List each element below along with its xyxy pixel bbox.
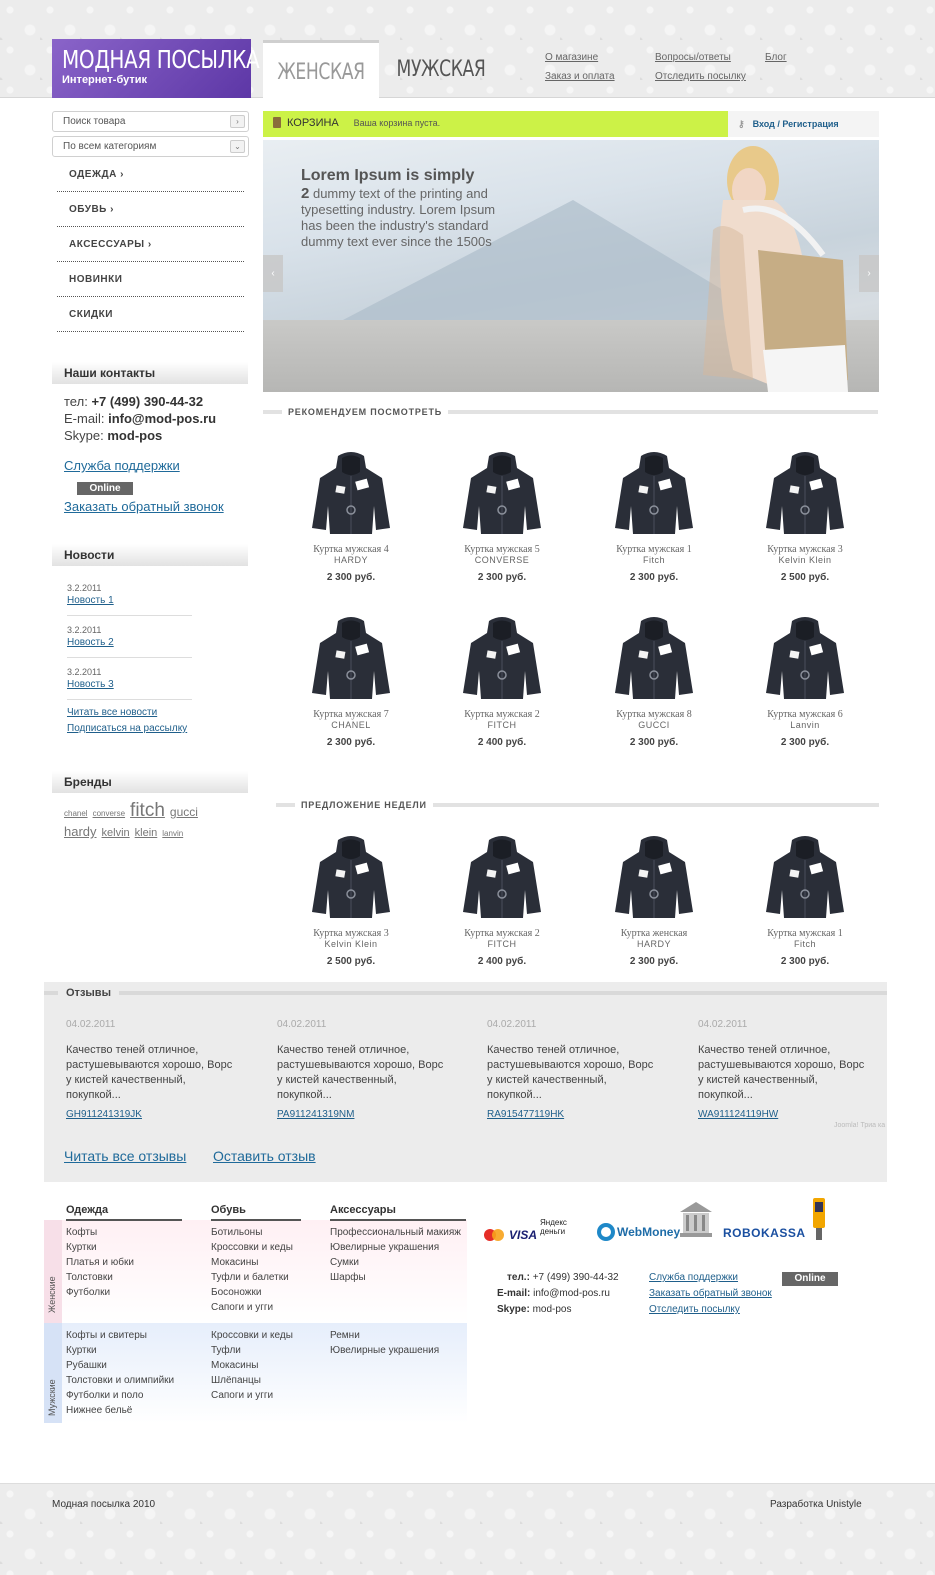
catalog-link[interactable]: Шлёпанцы [211,1375,261,1386]
product-price: 2 300 руб. [629,572,679,583]
search-go-icon[interactable]: › [230,115,245,128]
copyright: Модная посылка 2010 [52,1499,156,1510]
footer-background [0,1483,935,1575]
sidebar-item-label: НОВИНКИ [69,274,123,285]
news-date: 3.2.2011 [67,667,102,677]
catalog-list-women [211,1225,293,1315]
weekly-title: ПРЕДЛОЖЕНИЕ НЕДЕЛИ [295,800,433,810]
product-name[interactable]: Куртка мужская 5 [464,544,540,555]
phone-label: тел: [64,394,88,409]
review-text: Качество теней отличное, растушевываются хорошо, Ворс у кистей качественный, покупкой... [698,1044,865,1101]
product-brand: HARDY [636,939,671,949]
review-code-link[interactable]: WA911124119HW [698,1109,779,1120]
sidebar-item-label: СКИДКИ [69,309,113,320]
search-input[interactable] [52,111,249,132]
footer-links [649,1270,772,1318]
catalog-link[interactable]: Платья и юбки [66,1257,134,1268]
logo-title: МОДНАЯ ПОСЫЛКА [62,45,260,74]
catalog-link[interactable]: Туфли и балетки [211,1272,289,1283]
product-name[interactable]: Куртка мужская 4 [313,544,389,555]
tab-women-label: ЖЕНСКАЯ [277,60,365,85]
cart-label: КОРЗИНА [287,117,339,129]
support-link[interactable]: Служба поддержки [64,458,180,473]
product-price: 2 400 руб. [477,956,527,967]
robokassa-logo: ROBOKASSA [723,1226,806,1240]
terminal-icon [811,1198,827,1243]
catalog-list-men [330,1328,439,1358]
review-date: 04.02.2011 [698,1019,748,1030]
email-value[interactable]: info@mod-pos.ru [108,411,217,426]
site-logo[interactable] [52,39,260,98]
catalog-link[interactable]: Куртки [66,1345,97,1356]
product-card[interactable] [745,613,865,748]
product-brand: Kelvin Klein [778,555,832,565]
catalog-link[interactable]: Сумки [330,1257,359,1268]
catalog-link[interactable]: Рубашки [66,1360,107,1371]
banner-heading: Lorem Ipsum is simply [301,167,475,184]
chevron-right-icon: › [110,204,114,215]
product-price: 2 300 руб. [629,956,679,967]
product-name[interactable]: Куртка мужская 3 [313,928,389,939]
catalog-link[interactable]: Ботильоны [211,1227,263,1238]
payment-logos [483,1218,833,1252]
product-brand: GUCCI [638,720,670,730]
banner-text [301,168,516,250]
jacket-image[interactable] [306,832,396,922]
product-price: 2 300 руб. [326,572,376,583]
review-text: Качество теней отличное, растушевываются хорошо, Ворс у кистей качественный, покупкой... [277,1044,444,1101]
footer-email-label: E-mail: [497,1288,531,1299]
catalog-list-men [66,1328,174,1418]
callback-link[interactable]: Заказать обратный звонок [64,499,224,514]
nav-link-track[interactable]: Отследить посылку [655,71,746,82]
product-price: 2 300 руб. [780,737,830,748]
cart-status: Ваша корзина пуста. [353,118,441,128]
footer-contacts [497,1270,619,1318]
product-card[interactable] [594,832,714,967]
news-item [67,667,192,700]
product-price: 2 300 руб. [326,737,376,748]
product-brand: FITCH [487,939,517,949]
catalog-link[interactable]: Кофты [66,1227,98,1238]
news-item [67,583,192,616]
product-brand: CONVERSE [474,555,530,565]
visa-logo: VISA [509,1228,538,1242]
subscribe-link[interactable]: Подписаться на рассылку [67,723,188,734]
product-card[interactable] [594,448,714,583]
jacket-image[interactable] [457,832,547,922]
review-card [66,1017,236,1122]
read-all-reviews-link[interactable]: Читать все отзывы [64,1148,187,1164]
section-divider [44,991,887,995]
product-price: 2 300 руб. [477,572,527,583]
news-link[interactable]: Новость 1 [67,595,114,606]
contacts-block [64,393,216,444]
contacts-heading: Наши контакты [52,362,248,384]
product-brand: Kelvin Klein [324,939,378,949]
review-date: 04.02.2011 [277,1019,327,1030]
women-label: Женские [47,1276,57,1314]
product-brand: HARDY [333,555,368,565]
jacket-image[interactable] [760,613,850,703]
phone-value: +7 (499) 390-44-32 [91,394,204,409]
footer-phone: +7 (499) 390-44-32 [532,1272,619,1283]
sidebar-item-sale[interactable] [57,297,244,332]
catalog-list-men [211,1328,293,1403]
catalog-link[interactable]: Кроссовки и кеды [211,1242,293,1253]
catalog-list-women [66,1225,134,1300]
brand-tag[interactable]: fitch [130,800,165,821]
banner-body: dummy text of the printing and typesetting industry. Lorem Ipsum has been the industry's standard dummy text ever since the 1500s [301,186,496,249]
jacket-image[interactable] [609,448,699,538]
catalog-link[interactable]: Мокасины [211,1360,259,1371]
product-name[interactable]: Куртка мужская 2 [464,928,540,939]
news-heading: Новости [52,544,248,566]
catalog-header-accessories: Аксессуары [330,1204,466,1221]
jacket-image[interactable] [457,613,547,703]
footer-email[interactable]: info@mod-pos.ru [533,1288,610,1299]
review-code-link[interactable]: RA915477119HK [487,1109,565,1120]
product-brand: Lanvin [790,720,820,730]
product-name[interactable]: Куртка мужская 3 [767,544,843,555]
jacket-image[interactable] [609,832,699,922]
key-icon: ⚷ [738,119,745,129]
category-select-value: По всем категориям [63,141,157,152]
online-badge: Online [77,482,133,495]
product-name[interactable]: Куртка мужская 7 [313,709,389,720]
catalog-link[interactable]: Ремни [330,1330,360,1341]
brand-tag[interactable]: chanel [64,809,88,818]
brands-heading: Бренды [52,771,248,793]
jacket-image[interactable] [609,613,699,703]
product-name[interactable]: Куртка мужская 1 [767,928,843,939]
nav-link-about[interactable]: О магазине [545,52,599,63]
tab-men[interactable] [383,40,499,98]
banner-next-arrow[interactable]: › [859,255,879,292]
brand-tag[interactable]: converse [92,809,126,818]
jacket-image[interactable] [457,448,547,538]
reviews-section [44,982,887,1182]
brand-tag[interactable]: gucci [169,805,198,819]
catalog-link[interactable]: Толстовки и олимпийки [66,1375,175,1386]
tab-men-label: МУЖСКАЯ [396,57,486,82]
sidebar-item-clothes[interactable] [57,157,244,192]
webmoney-icon [596,1222,616,1245]
catalog-link[interactable]: Кофты и свитеры [66,1330,147,1341]
product-name[interactable]: Куртка мужская 6 [767,709,843,720]
recommended-title: РЕКОМЕНДУЕМ ПОСМОТРЕТЬ [282,407,448,417]
catalog-link[interactable]: Босоножки [211,1287,262,1298]
news-link[interactable]: Новость 3 [67,679,114,690]
sidebar-item-label: ОДЕЖДА [69,169,117,180]
cart-bar[interactable] [263,111,728,137]
product-card[interactable] [442,832,562,967]
product-card[interactable] [594,613,714,748]
catalog-link[interactable]: Футболки и поло [66,1390,144,1401]
read-all-news-link[interactable]: Читать все новости [67,707,158,718]
catalog-link[interactable]: Шарфы [330,1272,366,1283]
sidebar-item-new[interactable] [57,262,244,297]
banner-number: 2 [301,185,310,202]
nav-link-order-payment[interactable]: Заказ и оплата [545,71,615,82]
catalog-link[interactable]: Футболки [66,1287,111,1298]
reviews-title: Отзывы [58,987,119,999]
mastercard-icon [483,1228,505,1245]
search-placeholder: Поиск товара [63,116,126,127]
review-card [698,1017,868,1122]
leave-review-link[interactable]: Оставить отзыв [213,1148,316,1164]
footer-skype-label: Skype: [497,1304,530,1315]
nav-link-faq[interactable]: Вопросы/ответы [655,52,731,63]
catalog-link[interactable]: Сапоги и угги [211,1390,274,1401]
catalog-link[interactable]: Ювелирные украшения [330,1242,440,1253]
review-date: 04.02.2011 [487,1019,537,1030]
product-price: 2 500 руб. [780,572,830,583]
product-price: 2 400 руб. [477,737,527,748]
jacket-image[interactable] [306,613,396,703]
product-brand: CHANEL [331,720,371,730]
banner-model-image [683,140,863,392]
catalog-link[interactable]: Сапоги и угги [211,1302,274,1313]
chevron-right-icon: › [120,169,124,180]
review-card [487,1017,657,1122]
product-brand: Fitch [793,939,816,949]
footer-track-link[interactable]: Отследить посылку [649,1304,740,1315]
chevron-down-icon[interactable]: ⌄ [230,140,245,153]
category-select[interactable] [52,136,249,157]
catalog-link[interactable]: Мокасины [211,1257,259,1268]
skype-label: Skype: [64,428,104,443]
bank-icon [678,1200,714,1241]
news-date: 3.2.2011 [67,583,102,593]
catalog-link[interactable]: Ювелирные украшения [330,1345,440,1356]
footer-support-link[interactable]: Служба поддержки [649,1272,739,1283]
product-price: 2 300 руб. [629,737,679,748]
jacket-image[interactable] [760,832,850,922]
review-code-link[interactable]: GH911241319JK [66,1109,142,1120]
sidebar-item-label: АКСЕССУАРЫ [69,239,145,250]
nav-link-blog[interactable]: Блог [765,52,787,63]
product-brand: Fitch [642,555,665,565]
catalog-link[interactable]: Куртки [66,1242,97,1253]
cart-icon [273,117,281,128]
catalog-header-clothes: Одежда [66,1204,182,1221]
sidebar-item-shoes[interactable] [57,192,244,227]
catalog-list-women [330,1225,461,1285]
webmoney-logo: WebMoney [617,1225,681,1239]
news-link[interactable]: Новость 2 [67,637,114,648]
skype-value: mod-pos [107,428,163,443]
men-label: Мужские [47,1379,57,1416]
brand-tag[interactable]: klein [134,827,158,839]
product-card[interactable] [291,832,411,967]
brand-tag[interactable]: lanvin [162,829,184,838]
footer-online-badge: Online [782,1272,838,1286]
product-card[interactable] [291,448,411,583]
product-name[interactable]: Куртка мужская 1 [616,544,692,555]
footer-skype: mod-pos [532,1304,572,1315]
yandex-money-logo: Яндекс деньги [540,1218,567,1236]
footer-callback-link[interactable]: Заказать обратный звонок [649,1288,772,1299]
jacket-image[interactable] [760,448,850,538]
product-name[interactable]: Куртка мужская 8 [616,709,692,720]
brand-tag[interactable]: hardy [64,824,97,839]
login-link[interactable]: Вход / Регистрация [752,119,839,129]
news-date: 3.2.2011 [67,625,102,635]
product-brand: FITCH [487,720,517,730]
review-text: Качество теней отличное, растушевываются хорошо, Ворс у кистей качественный, покупкой... [487,1044,654,1101]
catalog-link[interactable]: Профессиональный макияж [330,1227,461,1238]
product-card[interactable] [291,613,411,748]
email-label: E-mail: [64,411,105,426]
product-name[interactable]: Куртка женская [620,928,688,939]
product-card[interactable] [745,832,865,967]
review-text: Качество теней отличное, растушевываются хорошо, Ворс у кистей качественный, покупкой... [66,1044,233,1101]
footer-phone-label: тел.: [507,1272,530,1283]
catalog-link[interactable]: Кроссовки и кеды [211,1330,293,1341]
news-item [67,625,192,658]
banner-prev-arrow[interactable]: ‹ [263,255,283,292]
jacket-image[interactable] [306,448,396,538]
tab-women[interactable] [263,40,379,98]
brand-tag[interactable]: kelvin [101,827,130,839]
login-bar[interactable] [728,111,879,137]
catalog-link[interactable]: Нижнее бельё [66,1405,133,1416]
review-code-link[interactable]: PA911241319NM [277,1109,355,1120]
watermark-text: Joomla! Триа ка [834,1122,886,1129]
review-date: 04.02.2011 [66,1019,116,1030]
catalog-link[interactable]: Туфли [211,1345,241,1356]
product-price: 2 300 руб. [780,956,830,967]
product-card[interactable] [442,613,562,748]
product-name[interactable]: Куртка мужская 2 [464,709,540,720]
product-price: 2 500 руб. [326,956,376,967]
sidebar-item-label: ОБУВЬ [69,204,107,215]
chevron-right-icon: › [147,239,152,250]
catalog-header-shoes: Обувь [211,1204,301,1221]
catalog-link[interactable]: Толстовки [66,1272,113,1283]
product-card[interactable] [442,448,562,583]
developer-credit[interactable]: Разработка Unistyle [770,1499,862,1510]
promo-banner[interactable] [263,140,879,392]
logo-subtitle: Интернет-бутик [62,74,147,86]
brand-cloud [64,802,224,843]
product-card[interactable] [745,448,865,583]
sidebar-item-accessories[interactable] [57,227,244,262]
review-card [277,1017,447,1122]
